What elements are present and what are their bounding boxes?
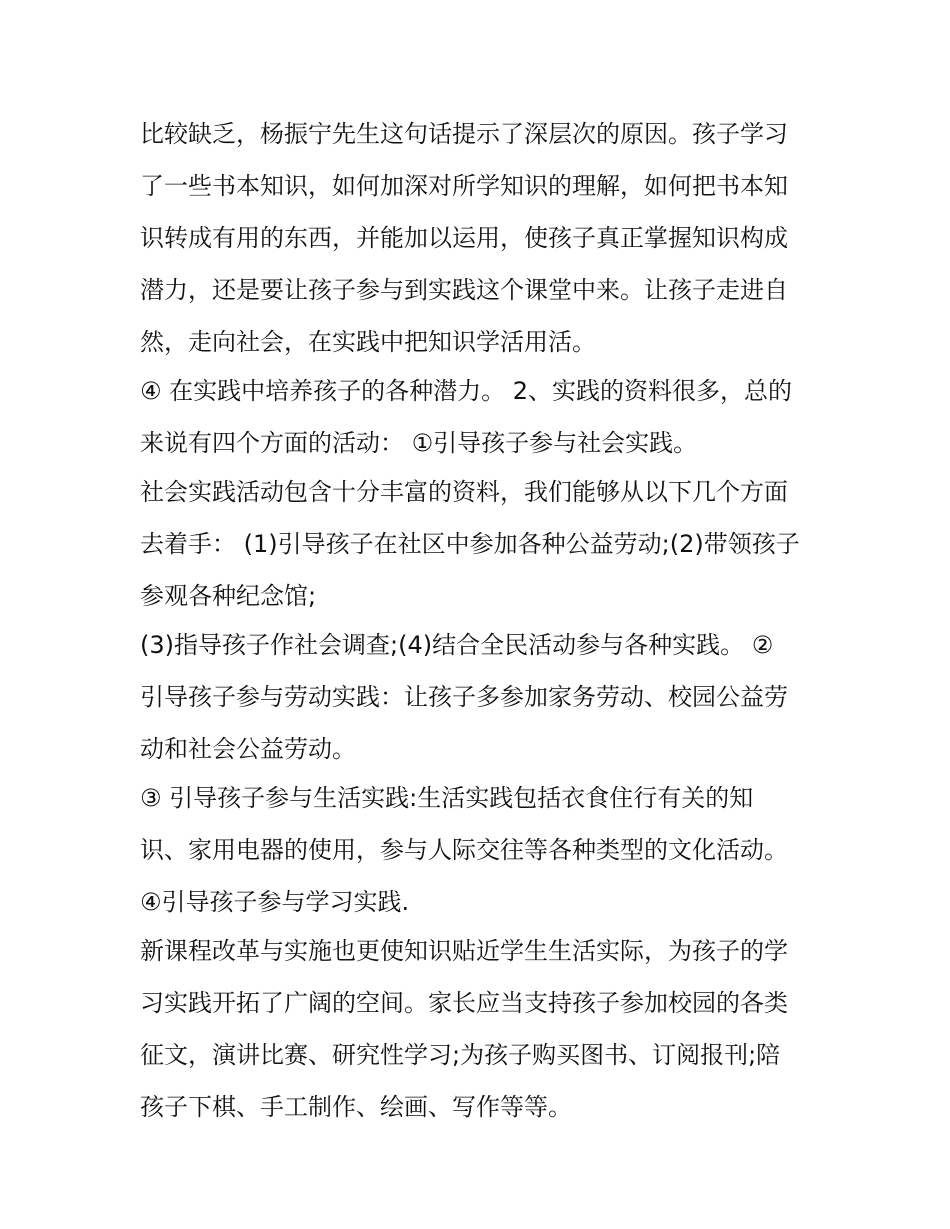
text-line: 来说有四个方面的活动： ①引导孩子参与社会实践。 [140, 429, 698, 457]
text-line: ④ 在实践中培养孩子的各种潜力。 2、实践的资料很多，总的 [140, 377, 793, 405]
text-line: 识转成有用的东西，并能加以运用，使孩子真正掌握知识构成 [140, 224, 788, 252]
text-line: 了一些书本知识，如何加深对所学知识的理解，如何把书本知 [140, 172, 788, 200]
text-line: 引导孩子参与劳动实践：让孩子多参加家务劳动、校园公益劳 [140, 683, 788, 711]
text-line: 去着手： (1)引导孩子在社区中参加各种公益劳动;(2)带领孩子 [140, 530, 800, 558]
text-line: 习实践开拓了广阔的空间。家长应当支持孩子参加校园的各类 [140, 989, 788, 1017]
text-line: 新课程改革与实施也更使知识贴近学生生活实际，为孩子的学 [140, 937, 788, 965]
text-line: 比较缺乏，杨振宁先生这句话提示了深层次的原因。孩子学习 [140, 120, 788, 148]
text-line: 动和社会公益劳动。 [140, 735, 356, 763]
text-line: 征文，演讲比赛、研究性学习;为孩子购买图书、订阅报刊;陪 [140, 1041, 781, 1069]
body-text [140, 108, 830, 1133]
text-line: ④引导孩子参与学习实践. [140, 888, 410, 916]
text-line: ③ 引导孩子参与生活实践:生活实践包括衣食住行有关的知 [140, 784, 754, 812]
text-line: 社会实践活动包含十分丰富的资料，我们能够从以下几个方面 [140, 478, 788, 506]
text-line: 潜力，还是要让孩子参与到实践这个课堂中来。让孩子走进自 [140, 276, 788, 304]
text-line: (3)指导孩子作社会调查;(4)结合全民活动参与各种实践。 ② [140, 631, 774, 659]
text-line: 参观各种纪念馆; [140, 582, 317, 610]
text-line: 然，走向社会，在实践中把知识学活用活。 [140, 328, 596, 356]
text-line: 孩子下棋、手工制作、绘画、写作等等。 [140, 1093, 572, 1121]
text-line: 识、家用电器的使用，参与人际交往等各种类型的文化活动。 [140, 836, 788, 864]
